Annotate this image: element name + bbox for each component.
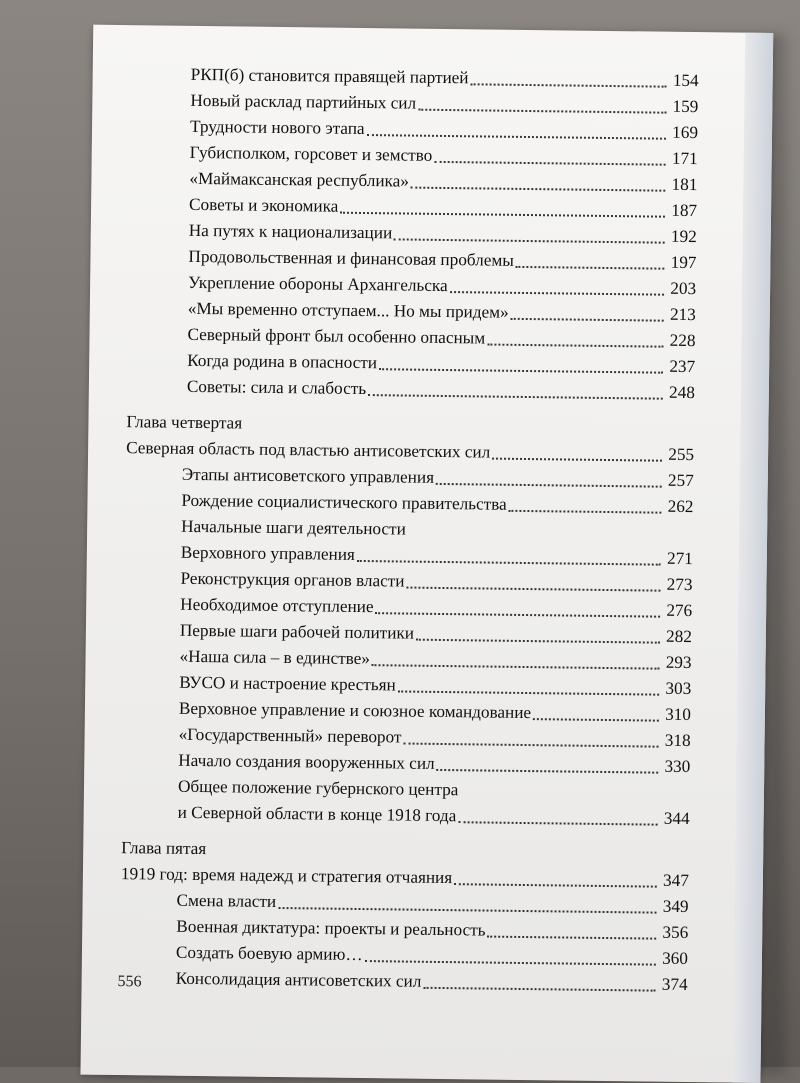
book-page (80, 25, 773, 1083)
toc-item-title: На путях к национализации (188, 220, 393, 243)
toc-leader (487, 935, 656, 940)
toc-leader (436, 482, 662, 488)
toc-item-page: 303 (665, 678, 692, 699)
toc-item-page: 171 (671, 148, 698, 169)
toc-item-title: Северный фронт был особенно опасным (187, 324, 486, 348)
toc-leader (357, 559, 661, 566)
toc-leader (416, 638, 660, 644)
toc-leader (340, 211, 665, 218)
toc-item-title: Губисполком, горсовет и земство (189, 142, 433, 165)
toc-item-page: 318 (664, 730, 691, 751)
toc-item-page: 154 (672, 70, 699, 91)
toc-item-title: Первые шаги рабочей политики (179, 620, 415, 643)
toc-item-page: 203 (670, 278, 697, 299)
toc-item-title: Верховного управления (180, 542, 356, 564)
toc-item-page: 181 (671, 174, 698, 195)
toc-item-page: 159 (672, 96, 699, 117)
toc-item-title: Создать боевую армию… (175, 942, 363, 965)
toc-leader (437, 768, 659, 774)
toc-leader (454, 882, 657, 887)
toc-item-title: «Мы временно отступаем... Но мы придем» (187, 298, 509, 322)
toc-item-page: 213 (669, 304, 696, 325)
toc-leader (406, 586, 660, 592)
toc-item-title: и Северной области в конце 1918 года (177, 802, 457, 826)
toc-item-title: Верховное управление и союзное командование (178, 698, 532, 723)
toc-item-title: Укрепление обороны Архангельска (188, 272, 448, 296)
toc-leader (398, 689, 660, 695)
toc-item-page: 310 (665, 704, 692, 725)
toc-item-page: 374 (661, 974, 688, 995)
toc-item-title: Советы и экономика (188, 194, 339, 216)
chapter-label: Глава пятая (121, 838, 207, 859)
toc-item-title: Реконструкция органов власти (180, 568, 405, 591)
toc-item-page: 228 (669, 330, 696, 351)
toc-item-page: 169 (672, 122, 699, 143)
toc-leader (379, 367, 663, 373)
toc-item-title: Когда родина в опасности (187, 350, 378, 373)
toc-item-page: 257 (667, 470, 694, 491)
toc-item-page: 187 (671, 200, 698, 221)
toc-item-title: «Маймаксанская республика» (189, 168, 410, 191)
toc-item-page: 360 (662, 948, 689, 969)
toc-item-page: 262 (667, 496, 694, 517)
toc-item-page: 293 (665, 652, 692, 673)
toc-item-page: 282 (665, 626, 692, 647)
toc-item-page: 237 (669, 356, 696, 377)
toc-leader (509, 509, 662, 514)
table-of-contents (117, 61, 698, 998)
toc-item-page: 349 (662, 896, 689, 917)
toc-leader (511, 317, 664, 322)
toc-leader (368, 393, 663, 400)
toc-item-title: Начало создания вооруженных сил (178, 750, 435, 773)
toc-item-page: 271 (666, 548, 693, 569)
toc-leader (418, 108, 666, 114)
toc-leader (411, 186, 666, 192)
toc-leader (470, 82, 666, 87)
toc-leader (278, 906, 656, 914)
toc-item-title: Военная диктатура: проекты и реальность (176, 916, 486, 940)
toc-item-page: 344 (663, 808, 690, 829)
toc-item-title: Продовольственная и финансовая проблемы (188, 246, 514, 270)
toc-item-title: «Государственный» переворот (178, 724, 402, 747)
toc-leader (394, 237, 665, 243)
toc-item-title: Консолидация антисоветских сил (175, 968, 422, 991)
toc-item-page: 276 (666, 600, 693, 621)
toc-item-title: Советы: сила и слабость (186, 376, 367, 399)
toc-leader (516, 265, 665, 270)
toc-item-title: Трудности нового этапа (189, 116, 365, 139)
chapter-page: 255 (668, 444, 695, 465)
toc-leader (434, 160, 665, 166)
toc-leader (492, 457, 662, 462)
toc-leader (450, 290, 664, 296)
toc-leader (372, 663, 660, 670)
chapter-label: Глава четвертая (126, 412, 243, 433)
toc-leader (364, 959, 655, 966)
toc-leader (423, 986, 655, 992)
toc-item-page: 197 (670, 252, 697, 273)
toc-item-title: ВУСО и настроение крестьян (179, 672, 396, 695)
toc-item-title: «Наша сила – в единстве» (179, 646, 371, 669)
toc-item (117, 965, 687, 998)
toc-item-title: Начальные шаги деятельности (181, 516, 406, 539)
page-number: 556 (117, 973, 142, 991)
toc-item-title: Необходимое отступление (180, 594, 374, 617)
toc-item-page: 248 (668, 382, 695, 403)
toc-leader (533, 717, 659, 722)
toc-item-title: РКП(б) становится правящей партией (190, 64, 469, 88)
toc-item-title: Общее положение губернского центра (177, 776, 459, 800)
chapter-title: 1919 год: время надежд и стратегия отчаяния (120, 864, 453, 888)
toc-item-page: 330 (664, 756, 691, 777)
chapter-page: 347 (662, 870, 690, 891)
toc-leader (403, 742, 658, 748)
toc-leader (367, 133, 666, 140)
toc-item-page: 356 (662, 922, 689, 943)
toc-leader (375, 611, 660, 617)
chapter-title: Северная область под властью антисоветских сил (126, 438, 491, 462)
toc-item-title: Рождение социалистического правительства (181, 490, 507, 514)
toc-item-page: 192 (670, 226, 697, 247)
toc-item-title: Этапы антисоветского управления (181, 464, 435, 487)
toc-leader (487, 343, 663, 348)
toc-leader (458, 820, 657, 825)
toc-item-title: Новый расклад партийных сил (190, 90, 417, 113)
toc-item-page: 273 (666, 574, 693, 595)
toc-item-title: Смена власти (176, 890, 277, 911)
